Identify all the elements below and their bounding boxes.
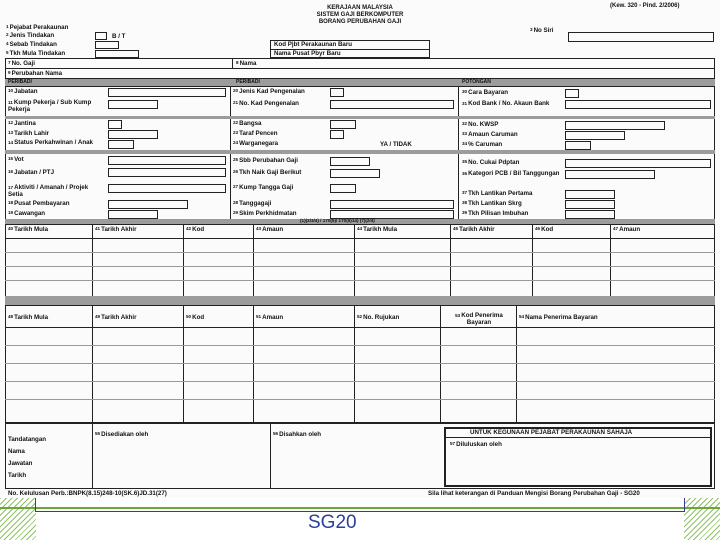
field-nama-pusat-baru: Nama Pusat Pbyr Baru xyxy=(274,50,341,57)
form-title-line3: BORANG PERUBAHAN GAJI xyxy=(318,19,402,25)
vot-input[interactable] xyxy=(108,156,226,165)
t2-div2 xyxy=(183,305,184,423)
tkh-lantikan-skrg-input[interactable] xyxy=(565,200,615,209)
t1-div1 xyxy=(92,224,93,298)
form-title-line2: SISTEM GAJI BERKOMPUTER xyxy=(316,12,404,18)
jantina-input[interactable] xyxy=(108,120,122,129)
t2-div4 xyxy=(354,305,355,423)
field-pusat-pembayaran: $^{18}$Pusat Pembayaran xyxy=(8,200,70,207)
tkh-mula-box[interactable] xyxy=(95,50,139,58)
t2-h-kod: $^{50}$Kod xyxy=(186,314,205,321)
t1-h-kod-2: $^{46}$Kod xyxy=(535,226,554,233)
band-2 xyxy=(5,116,715,119)
jenis-tindakan-bt: B / T xyxy=(112,33,126,40)
office-use-title: UNTUK KEGUNAAN PEJABAT PERAKAUNAN SAHAJA xyxy=(470,429,633,436)
t1-row-line xyxy=(5,280,715,281)
field-tkh-naik-gaji: $^{26}$Tkh Naik Gaji Berikut xyxy=(233,169,302,176)
cara-bayaran-input[interactable] xyxy=(565,89,579,98)
t1-h-tarikh-mula: $^{40}$Tarikh Mula xyxy=(8,226,49,233)
t2-row-line xyxy=(5,363,715,364)
t2-h-kod-penerima: $^{53}$Kod Penerima Bayaran xyxy=(455,312,503,326)
field-aktiviti: $^{17}$Aktiviti / Amanah / Projek Setia xyxy=(8,184,89,198)
t2-row-line xyxy=(5,345,715,346)
field-tarikh-lahir: $^{13}$Tarikh Lahir xyxy=(8,130,50,137)
sig-div2 xyxy=(270,423,271,489)
aktiviti-input[interactable] xyxy=(108,184,226,193)
t1-div6 xyxy=(532,224,533,298)
sig-label-jawatan: Jawatan xyxy=(8,460,33,467)
sig-disediakan: $^{55}$Disediakan oleh xyxy=(95,431,149,438)
t2-row-line xyxy=(5,381,715,382)
band-codes: (1)(2/3/4) / 170(5)/ 170(5)14) (7)(2/4) xyxy=(300,218,375,223)
field-kod-bank: $^{31}$Kod Bank / No. Akaun Bank xyxy=(462,100,550,107)
field-jabatan-ptj: $^{16}$Jabatan / PTJ xyxy=(8,169,55,176)
field-tanggagaji: $^{28}$Tanggagaji xyxy=(233,200,272,207)
field-tkh-lantikan-skrg: $^{38}$Tkh Lantikan Skrg xyxy=(462,200,522,207)
section-peribadi-b: PERIBADI xyxy=(236,79,260,85)
pusat-pembayaran-input[interactable] xyxy=(108,200,188,209)
sig-label-tarikh: Tarikh xyxy=(8,472,27,479)
field-sebab-tindakan: $^4$Sebab Tindakan xyxy=(6,41,57,48)
kump-pekerja-input[interactable] xyxy=(108,100,158,109)
kod-bank-input[interactable] xyxy=(565,100,711,109)
taraf-pencen-input[interactable] xyxy=(330,130,344,139)
t1-div4 xyxy=(354,224,355,298)
hatch-right xyxy=(684,498,720,540)
jenis-tindakan-box[interactable] xyxy=(95,32,107,40)
office-use-divider xyxy=(446,437,710,438)
t2-h-no-rujukan: $^{52}$No. Rujukan xyxy=(357,314,400,321)
form-version: (Kew. 320 - Pind. 2/2006) xyxy=(610,3,680,9)
sig-disahkan: $^{56}$Disahkan oleh xyxy=(273,431,322,438)
field-kategori-pcb: $^{36}$Kategori PCB / Bil Tanggungan xyxy=(462,170,560,177)
band-3 xyxy=(5,150,715,154)
t2-header-line xyxy=(5,327,715,328)
field-cara-bayaran: $^{30}$Cara Bayaran xyxy=(462,89,509,96)
t1-div5 xyxy=(450,224,451,298)
t2-div1 xyxy=(92,305,93,423)
no-siri-box[interactable] xyxy=(568,32,714,42)
tkh-pilisan-input[interactable] xyxy=(565,210,615,219)
field-jabatan: $^{10}$Jabatan xyxy=(8,88,38,95)
t1-h-tarikh-akhir: $^{41}$Tarikh Akhir xyxy=(95,226,137,233)
field-cawangan: $^{19}$Cawangan xyxy=(8,210,46,217)
t2-h-tarikh-akhir: $^{49}$Tarikh Akhir xyxy=(95,314,137,321)
kategori-pcb-input[interactable] xyxy=(565,170,655,179)
no-cukai-input[interactable] xyxy=(565,159,711,168)
sbb-perubahan-input[interactable] xyxy=(330,157,370,166)
field-amaun-caruman: $^{33}$Amaun Caruman xyxy=(462,131,518,138)
t2-h-amaun: $^{51}$Amaun xyxy=(256,314,284,321)
tkh-lantikan-pertama-input[interactable] xyxy=(565,190,615,199)
field-no-cukai: $^{35}$No. Cukai Pdptan xyxy=(462,159,520,166)
tanggagaji-input[interactable] xyxy=(330,200,454,209)
t1-header-line xyxy=(5,238,715,239)
sig-label-tandatangan: Tandatangan xyxy=(8,436,47,443)
t1-div2 xyxy=(183,224,184,298)
t1-row-line xyxy=(5,252,715,253)
peratus-caruman-input[interactable] xyxy=(565,141,591,150)
field-pejabat-perakaunan: $^1$Pejabat Perakaunan xyxy=(6,24,69,31)
section-peribadi-a: PERIBADI xyxy=(8,79,32,85)
sig-label-nama: Nama xyxy=(8,448,25,455)
t1-div7 xyxy=(610,224,611,298)
status-perkahwinan-input[interactable] xyxy=(108,140,134,149)
field-kump-pekerja: $^{11}$Kump Pekerja / Sub Kump Pekerja xyxy=(8,99,92,113)
amaun-caruman-input[interactable] xyxy=(565,131,625,140)
t1-h-tarikh-mula-2: $^{44}$Tarikh Mula xyxy=(357,226,398,233)
field-sbb-perubahan: $^{25}$Sbb Perubahan Gaji xyxy=(233,157,298,164)
t2-row-line xyxy=(5,399,715,400)
field-jantina: $^{12}$Jantina xyxy=(8,120,36,127)
row-divider xyxy=(5,68,715,69)
field-perubahan-nama: $^9$Perubahan Nama xyxy=(8,70,63,77)
section-potongan: POTONGAN xyxy=(462,79,491,85)
jabatan-ptj-input[interactable] xyxy=(108,168,226,177)
form-title-line1: KERAJAAN MALAYSIA xyxy=(327,5,393,11)
field-no-kad: $^{21}$No. Kad Pengenalan xyxy=(233,100,299,107)
t2-h-tarikh-mula: $^{48}$Tarikh Mula xyxy=(8,314,49,321)
footer-panduan: Sila lihat keterangan di Panduan Mengisi Borang Perubahan Gaji - SG20 xyxy=(428,490,640,497)
field-tkh-pilisan: $^{39}$Tkh Pilisan Imbuhan xyxy=(462,210,529,217)
footer-kelulusan: No. Kelulusan Perb.:BNPK(8.15)248-10(SK.6)JD.31(27) xyxy=(8,490,167,497)
field-vot: $^{15}$Vot xyxy=(8,156,24,163)
bangsa-input[interactable] xyxy=(330,120,356,129)
t1-div3 xyxy=(253,224,254,298)
field-no-siri: $^3$No Siri xyxy=(530,27,554,34)
slide-caption: SG20 xyxy=(308,512,357,533)
sig-diluluskan: $^{57}$Diluluskan oleh xyxy=(450,441,502,448)
field-kump-tangga: $^{27}$Kump Tangga Gaji xyxy=(233,184,294,191)
caption-frame xyxy=(35,498,685,512)
field-tkh-mula-tindakan: $^5$Tkh Mula Tindakan xyxy=(6,50,66,57)
field-peratus-caruman: $^{34}$% Caruman xyxy=(462,141,503,148)
field-jenis-kad: $^{20}$Jenis Kad Pengenalan xyxy=(233,88,305,95)
cawangan-input[interactable] xyxy=(108,210,158,219)
field-tkh-lantikan-pertama: $^{37}$Tkh Lantikan Pertama xyxy=(462,190,533,197)
no-kwsp-input[interactable] xyxy=(565,121,665,130)
deduction-table xyxy=(5,305,715,423)
tkh-naik-gaji-input[interactable] xyxy=(330,169,380,178)
field-nama: $^8$Nama xyxy=(236,60,257,67)
allowance-table xyxy=(5,224,715,298)
kump-tangga-input[interactable] xyxy=(330,184,356,193)
t1-h-tarikh-akhir-2: $^{45}$Tarikh Akhir xyxy=(453,226,495,233)
t1-h-kod: $^{42}$Kod xyxy=(186,226,205,233)
field-no-kwsp: $^{32}$No. KWSP xyxy=(462,121,499,128)
t2-div5 xyxy=(440,305,441,423)
field-bangsa: $^{22}$Bangsa xyxy=(233,120,262,127)
tarikh-lahir-input[interactable] xyxy=(108,130,158,139)
t1-row-line xyxy=(5,266,715,267)
field-kod-pjbt-baru: Kod Pjbt Perakaunan Baru xyxy=(274,41,353,48)
jabatan-input[interactable] xyxy=(108,88,226,97)
t2-div3 xyxy=(253,305,254,423)
no-kad-input[interactable] xyxy=(330,100,454,109)
field-jenis-tindakan: $^2$Jenis Tindakan xyxy=(6,32,55,39)
jenis-kad-input[interactable] xyxy=(330,88,344,97)
t2-h-nama-penerima: $^{54}$Nama Penerima Bayaran xyxy=(519,314,598,321)
field-status-perkahwinan: $^{14}$Status Perkahwinan / Anak xyxy=(8,139,93,146)
field-no-gaji: $^7$No. Gaji xyxy=(8,60,35,67)
t1-h-amaun-2: $^{47}$Amaun xyxy=(613,226,641,233)
field-taraf-pencen: $^{23}$Taraf Pencen xyxy=(233,130,278,137)
sebab-tindakan-box[interactable] xyxy=(95,41,119,49)
band-5 xyxy=(5,296,715,305)
ya-tidak: YA / TIDAK xyxy=(380,141,412,148)
section-band xyxy=(5,79,715,86)
hatch-left xyxy=(0,498,36,540)
sig-div1 xyxy=(92,423,93,489)
t1-h-amaun: $^{43}$Amaun xyxy=(256,226,284,233)
field-warganegara: $^{24}$Warganegara xyxy=(233,140,279,147)
field-skim: $^{29}$Skim Perkhidmatan xyxy=(233,210,297,217)
t2-div6 xyxy=(516,305,517,423)
